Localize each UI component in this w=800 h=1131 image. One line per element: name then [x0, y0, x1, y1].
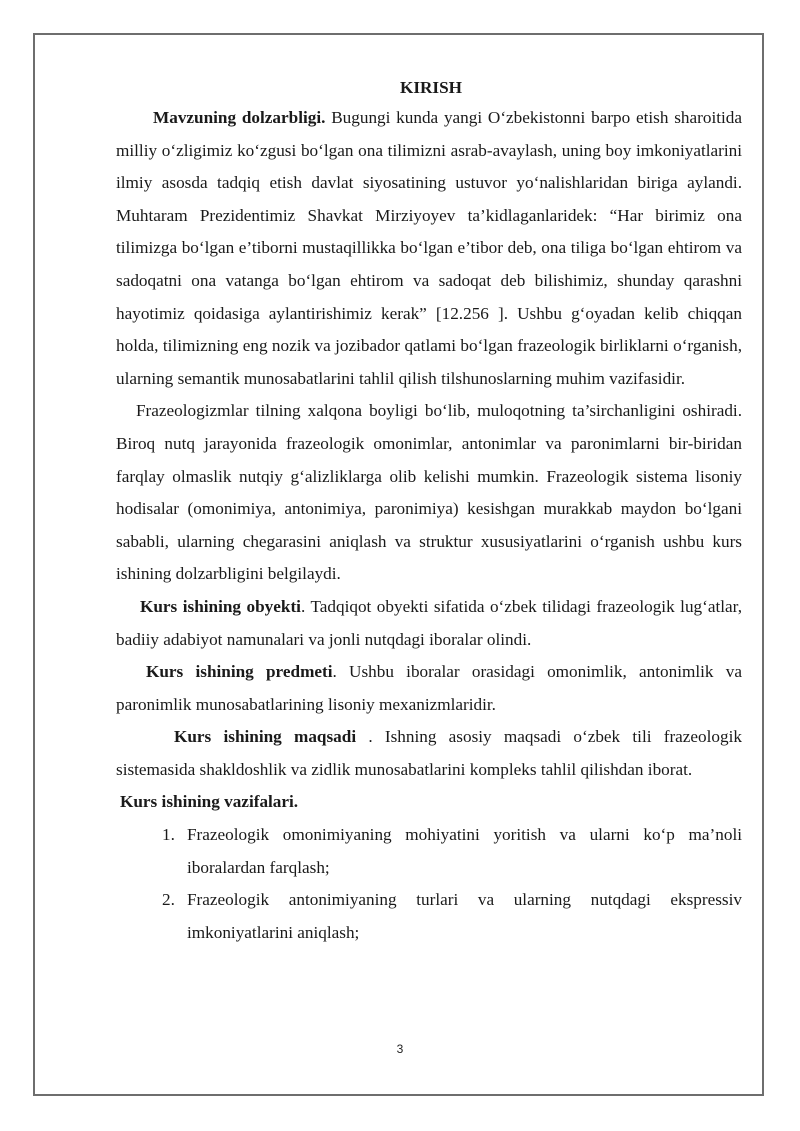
- relevance-text: Bugungi kunda yangi O‘zbekistonni barpo etish sharoitida milliy o‘zligimiz ko‘zgusi bo‘lgan ona tilimizni asrab-avaylash, uning boy imkoniyatlarini ilmiy asosda tadqiq etish davlat siyosatining ustuvor yo‘nalishlaridan biriga aylandi. Muhtaram Prezidentimiz Shavkat Mirziyoyev ta’kidlaganlaridek: “Har birimiz ona tilimizga bo‘lgan e’tiborni mustaqillikka bo‘lgan e’tibor deb, ona tiliga bo‘lgan ehtirom va sadoqatni ona vatanga bo‘lgan ehtirom va sadoqat deb bilishimiz, shunday qarashni hayotimiz qoidasiga aylantirishimiz kerak” [12.256 ]. Ushbu g‘oyadan kelib chiqqan holda, tilimizning eng nozik va jozibador qatlami bo‘lgan frazeologik birliklarni o‘rganish, ularning semantik munosabatlarini tahlil qilish tilshunoslarning muhim vazifasidir.: [116, 108, 742, 388]
- relevance-heading: Mavzuning dolzarbligi.: [153, 108, 326, 127]
- subject-text: . Ushbu iboralar orasidagi omonimlik, antonimlik va paronimlik munosabatlarining lisoniy mexanizmlaridir.: [116, 662, 742, 714]
- page-title: KIRISH: [399, 78, 463, 97]
- list-item-text: Frazeologik omonimiyaning mohiyatini yoritish va ularni ko‘p ma’noli iboralardan farqlash;: [187, 825, 742, 877]
- paragraph-relevance: [116, 102, 742, 395]
- paragraph-object: [116, 591, 742, 656]
- list-item-text: Frazeologik antonimiyaning turlari va ularning nutqdagi ekspressiv imkoniyatlarini aniqlash;: [187, 890, 742, 942]
- paragraph-goal: [116, 721, 742, 786]
- list-item-number: 1.: [162, 825, 175, 845]
- subject-heading: Kurs ishining predmeti: [146, 662, 333, 682]
- object-heading: Kurs ishining obyekti: [140, 596, 301, 616]
- tasks-heading: Kurs ishining vazifalari.: [120, 792, 299, 812]
- page-number: 3: [396, 1042, 404, 1056]
- goal-heading: Kurs ishining maqsadi: [174, 727, 357, 747]
- tasks-heading-paragraph: [116, 786, 742, 819]
- list-item: [116, 819, 742, 884]
- object-text: . Tadqiqot obyekti sifatida o‘zbek tilidagi frazeologik lug‘atlar, badiiy adabiyot namunalari va jonli nutqdagi iboralar olindi.: [116, 596, 742, 649]
- goal-text: . Ishning asosiy maqsadi o‘zbek tili frazeologik sistemasida shakldoshlik va zidlik munosabatlarini kompleks tahlil qilishdan iborat.: [116, 727, 742, 779]
- list-item: [116, 884, 742, 949]
- list-item-number: 2.: [162, 890, 175, 910]
- paragraph-subject: [116, 656, 742, 721]
- tasks-list: [116, 819, 742, 949]
- paragraph-phraseologisms: Frazeologizmlar tilning xalqona boyligi bo‘lib, muloqotning ta’sirchanligini oshiradi. Biroq nutq jarayonida frazeologik omonimlar, antonimlar va paronimlarni bir-biridan farqlay olmaslik nutqiy g‘alizliklarga olib kelishi mumkin. Frazeologik sistema lisoniy hodisalar (omonimiya, antonimiya, paronimiya) kesishgan murakkab maydon bo‘lgani sababli, ularning chegarasini aniqlash va struktur xususiyatlarini o‘rganish ushbu kurs ishining dolzarbligini belgilaydi.: [116, 401, 742, 584]
- document-body: [116, 73, 742, 949]
